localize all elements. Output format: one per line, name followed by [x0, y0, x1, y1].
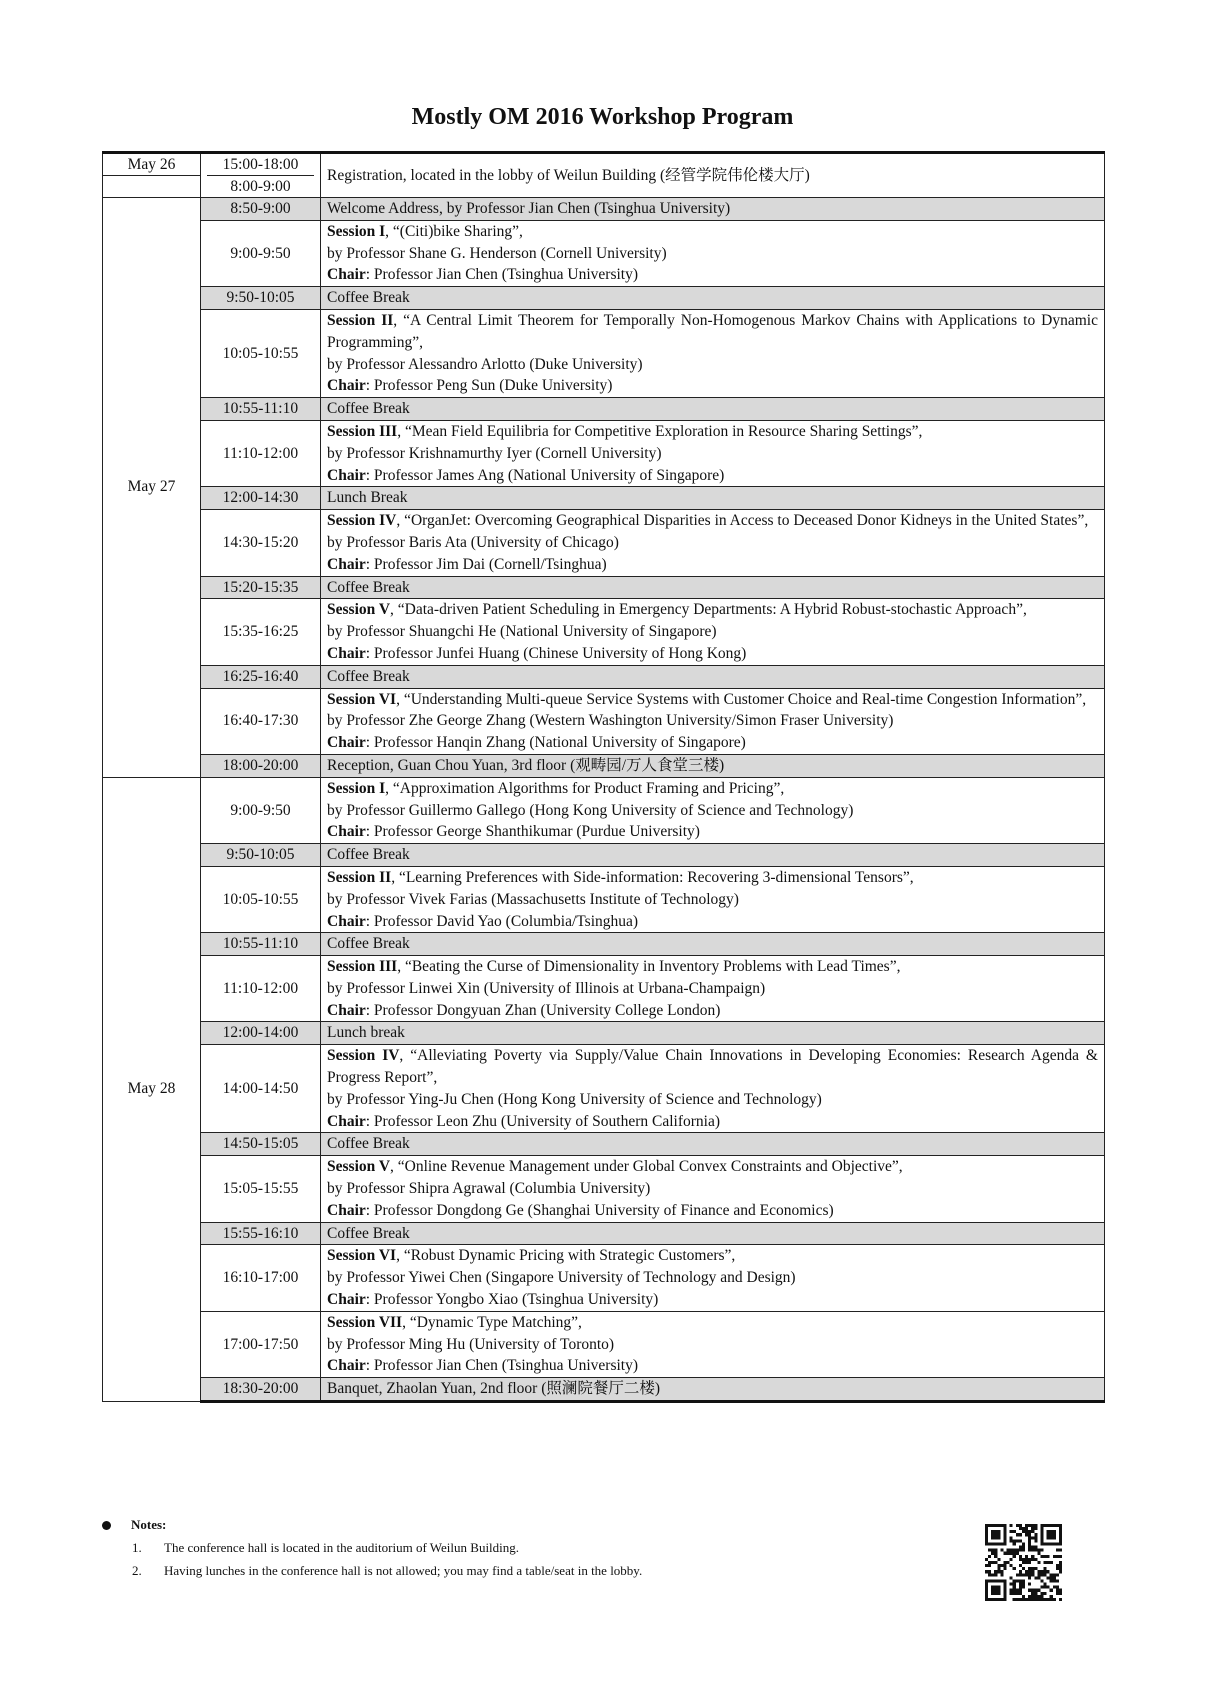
session-title-line: [327, 599, 1098, 621]
session-title: , “Approximation Algorithms for Product Framing and Pricing”,: [385, 779, 785, 797]
speaker: by Professor Linwei Xin (University of Illinois at Urbana-Champaign): [327, 979, 766, 997]
speaker: by Professor Vivek Farias (Massachusetts Institute of Technology): [327, 890, 739, 908]
time-label: 9:00-9:50: [201, 777, 321, 843]
chair-label: Chair: [327, 734, 366, 752]
time-label: 14:00-14:50: [201, 1045, 321, 1133]
note-number: 1.: [132, 1540, 142, 1555]
chair-line: [327, 1111, 1098, 1133]
table-row: [103, 1133, 1105, 1156]
session-label: Session I: [327, 779, 386, 797]
chair-line: [327, 375, 1098, 397]
session-label: Session V: [327, 601, 391, 619]
time-label: 16:25-16:40: [201, 665, 321, 688]
table-row: [103, 398, 1105, 421]
table-row: [103, 1156, 1105, 1222]
session-title-line: [327, 1045, 1098, 1089]
time-label: 15:05-15:55: [201, 1156, 321, 1222]
table-row: [103, 1022, 1105, 1045]
time-label: 11:10-12:00: [201, 420, 321, 486]
table-row: [103, 287, 1105, 310]
session-label: Session VII: [327, 1313, 403, 1331]
time-label: 16:10-17:00: [201, 1245, 321, 1311]
table-row: [103, 956, 1105, 1022]
chair-label: Chair: [327, 555, 366, 573]
time-label: 14:50-15:05: [201, 1133, 321, 1156]
event-text: Coffee Break: [321, 665, 1105, 688]
event-text: Coffee Break: [321, 1222, 1105, 1245]
session-label: Session V: [327, 1158, 391, 1176]
chair-name: : Professor Junfei Huang (Chinese University of Hong Kong): [365, 644, 747, 662]
chair-name: : Professor Hanqin Zhang (National University of Singapore): [365, 734, 746, 752]
session-cell: [321, 1311, 1105, 1377]
session-title: , “A Central Limit Theorem for Temporally Non-Homogenous Markov Chains with Applications to Dynamic Programming”,: [327, 311, 1098, 351]
time-label: 15:00-18:00: [222, 156, 299, 173]
session-title: , “Alleviating Poverty via Supply/Value Chain Innovations in Developing Economies: Research Agenda & Progress Report”,: [327, 1047, 1098, 1087]
table-row: [103, 599, 1105, 665]
chair-name: : Professor James Ang (National University of Singapore): [365, 466, 725, 484]
chair-name: : Professor Dongdong Ge (Shanghai University of Finance and Economics): [365, 1201, 834, 1219]
session-cell: [321, 220, 1105, 286]
table-row: [103, 220, 1105, 286]
table-row: [103, 1045, 1105, 1133]
session-title-line: [327, 1156, 1098, 1178]
time-label: 11:10-12:00: [201, 956, 321, 1022]
speaker: by Professor Shane G. Henderson (Cornell University): [327, 244, 667, 262]
chair-line: [327, 1200, 1098, 1222]
table-row: [103, 688, 1105, 754]
speaker: by Professor Yiwei Chen (Singapore University of Technology and Design): [327, 1269, 796, 1287]
session-label: Session III: [327, 958, 398, 976]
table-row: [103, 510, 1105, 576]
notes-heading-label: Notes:: [131, 1517, 167, 1532]
note-item: [102, 1540, 642, 1556]
session-label: Session VI: [327, 1247, 397, 1265]
time-label: 9:50-10:05: [201, 844, 321, 867]
event-text: Welcome Address, by Professor Jian Chen (Tsinghua University): [321, 198, 1105, 221]
chair-label: Chair: [327, 644, 366, 662]
session-title: , “Understanding Multi-queue Service Systems with Customer Choice and Real-time Congestion Information”,: [396, 690, 1087, 708]
session-cell: [321, 688, 1105, 754]
chair-line: [327, 821, 1098, 843]
time-label: 10:05-10:55: [201, 866, 321, 932]
table-row: [103, 777, 1105, 843]
notes-section: [102, 1517, 642, 1579]
session-label: Session IV: [327, 1047, 400, 1065]
session-cell: [321, 777, 1105, 843]
session-title-line: [327, 310, 1098, 354]
event-text: Coffee Break: [321, 1133, 1105, 1156]
chair-label: Chair: [327, 823, 366, 841]
time-label: 12:00-14:30: [201, 487, 321, 510]
session-cell: [321, 956, 1105, 1022]
time-label: 10:05-10:55: [201, 309, 321, 397]
table-row: [103, 933, 1105, 956]
session-label: Session II: [327, 311, 394, 329]
table-row: [103, 198, 1105, 221]
chair-label: Chair: [327, 1291, 366, 1309]
chair-label: Chair: [327, 266, 366, 284]
chair-name: : Professor Dongyuan Zhan (University College London): [365, 1001, 721, 1019]
day-label: May 27: [103, 198, 201, 778]
chair-line: [327, 643, 1098, 665]
session-title: , “Mean Field Equilibria for Competitive Exploration in Resource Sharing Settings”,: [397, 422, 923, 440]
time-label: 15:55-16:10: [201, 1222, 321, 1245]
chair-name: : Professor Jian Chen (Tsinghua University): [365, 1357, 639, 1375]
program-table: [102, 151, 1105, 1403]
chair-line: [327, 1355, 1098, 1377]
day-label: May 26: [103, 154, 200, 176]
time-label: 18:30-20:00: [201, 1378, 321, 1402]
chair-line: [327, 554, 1098, 576]
session-cell: [321, 420, 1105, 486]
session-label: Session II: [327, 868, 392, 886]
chair-name: : Professor Jian Chen (Tsinghua University): [365, 266, 639, 284]
table-row: [103, 309, 1105, 397]
event-text: Coffee Break: [321, 844, 1105, 867]
session-cell: [321, 1045, 1105, 1133]
session-title: , “Online Revenue Management under Global Convex Constraints and Objective”,: [390, 1158, 903, 1176]
session-label: Session VI: [327, 690, 397, 708]
chair-label: Chair: [327, 1001, 366, 1019]
session-title-line: [327, 1312, 1098, 1334]
speaker: by Professor Ying-Ju Chen (Hong Kong University of Science and Technology): [327, 1090, 822, 1108]
session-title: , “Learning Preferences with Side-information: Recovering 3-dimensional Tensors”,: [391, 868, 914, 886]
session-cell: [321, 866, 1105, 932]
chair-name: : Professor Jim Dai (Cornell/Tsinghua): [365, 555, 607, 573]
chair-label: Chair: [327, 466, 366, 484]
time-label: 17:00-17:50: [201, 1311, 321, 1377]
session-label: Session IV: [327, 512, 397, 530]
note-text: The conference hall is located in the auditorium of Weilun Building.: [164, 1540, 520, 1555]
table-row: [103, 754, 1105, 777]
session-cell: [321, 309, 1105, 397]
table-row: [103, 1222, 1105, 1245]
day-cell: [103, 153, 201, 198]
speaker: by Professor Krishnamurthy Iyer (Cornell University): [327, 444, 662, 462]
session-title: , “Beating the Curse of Dimensionality in Inventory Problems with Lead Times”,: [397, 958, 901, 976]
speaker: by Professor Zhe George Zhang (Western Washington University/Simon Fraser University): [327, 712, 894, 730]
table-row: [103, 665, 1105, 688]
chair-line: [327, 1289, 1098, 1311]
session-cell: [321, 1156, 1105, 1222]
note-text: Having lunches in the conference hall is not allowed; you may find a table/seat in the lobby.: [164, 1563, 643, 1578]
time-label: 8:00-9:00: [207, 175, 314, 197]
chair-name: : Professor George Shanthikumar (Purdue University): [365, 823, 700, 841]
chair-label: Chair: [327, 1201, 366, 1219]
event-text: Banquet, Zhaolan Yuan, 2nd floor (照澜院餐厅二楼): [321, 1378, 1105, 1402]
chair-name: : Professor David Yao (Columbia/Tsinghua): [365, 912, 639, 930]
session-title: , “Robust Dynamic Pricing with Strategic Customers”,: [396, 1247, 736, 1265]
chair-line: [327, 264, 1098, 286]
time-label: 15:20-15:35: [201, 576, 321, 599]
time-label: 10:55-11:10: [201, 398, 321, 421]
session-title: , “OrganJet: Overcoming Geographical Disparities in Access to Deceased Donor Kidneys in the United States”,: [396, 512, 1089, 530]
page-title: Mostly OM 2016 Workshop Program: [411, 104, 794, 130]
event-text: Coffee Break: [321, 933, 1105, 956]
time-label: 8:50-9:00: [201, 198, 321, 221]
time-label: 15:35-16:25: [201, 599, 321, 665]
chair-line: [327, 1000, 1098, 1022]
table-row: [103, 844, 1105, 867]
table-row: [103, 576, 1105, 599]
session-title-line: [327, 956, 1098, 978]
event-text: Coffee Break: [321, 287, 1105, 310]
session-title-line: [327, 221, 1098, 243]
event-text: Coffee Break: [321, 398, 1105, 421]
chair-label: Chair: [327, 1357, 366, 1375]
chair-label: Chair: [327, 377, 366, 395]
chair-label: Chair: [327, 912, 366, 930]
session-title-line: [327, 421, 1098, 443]
chair-name: : Professor Peng Sun (Duke University): [365, 377, 613, 395]
session-title-line: [327, 867, 1098, 889]
speaker: by Professor Shipra Agrawal (Columbia University): [327, 1180, 651, 1198]
notes-heading: [102, 1517, 642, 1533]
chair-label: Chair: [327, 1112, 366, 1130]
session-title-line: [327, 510, 1098, 532]
table-row: [103, 1311, 1105, 1377]
event-text: Reception, Guan Chou Yuan, 3rd floor (观畴园/万人食堂三楼): [321, 754, 1105, 777]
session-title: , “(Citi)bike Sharing”,: [385, 222, 523, 240]
session-cell: [321, 599, 1105, 665]
session-title-line: [327, 1245, 1098, 1267]
session-cell: [321, 510, 1105, 576]
time-label: 14:30-15:20: [201, 510, 321, 576]
speaker: by Professor Ming Hu (University of Toronto): [327, 1335, 615, 1353]
chair-line: [327, 465, 1098, 487]
time-label: 9:50-10:05: [201, 287, 321, 310]
speaker: by Professor Alessandro Arlotto (Duke University): [327, 355, 643, 373]
event-text: Coffee Break: [321, 576, 1105, 599]
event-text: Lunch Break: [321, 487, 1105, 510]
day-label: May 28: [103, 777, 201, 1401]
time-label: 16:40-17:30: [201, 688, 321, 754]
time-cell: [201, 153, 321, 198]
session-title-line: [327, 689, 1098, 711]
session-label: Session I: [327, 222, 386, 240]
chair-line: [327, 911, 1098, 933]
chair-line: [327, 732, 1098, 754]
time-label: 9:00-9:50: [201, 220, 321, 286]
session-title: , “Dynamic Type Matching”,: [402, 1313, 582, 1331]
table-row: [103, 1378, 1105, 1402]
session-cell: [321, 1245, 1105, 1311]
note-number: 2.: [132, 1563, 142, 1578]
table-row: [103, 866, 1105, 932]
speaker: by Professor Baris Ata (University of Chicago): [327, 533, 619, 551]
event-text: Lunch break: [321, 1022, 1105, 1045]
chair-name: : Professor Leon Zhu (University of Southern California): [365, 1112, 721, 1130]
qr-code-icon: [985, 1524, 1062, 1601]
session-title: , “Data-driven Patient Scheduling in Emergency Departments: A Hybrid Robust-stochastic Approach”,: [390, 601, 1027, 619]
time-label: 12:00-14:00: [201, 1022, 321, 1045]
note-item: [102, 1563, 642, 1579]
registration-text: Registration, located in the lobby of Weilun Building (经管学院伟伦楼大厅): [321, 153, 1105, 198]
speaker: by Professor Shuangchi He (National University of Singapore): [327, 623, 717, 641]
session-label: Session III: [327, 422, 398, 440]
session-title-line: [327, 778, 1098, 800]
table-row: [103, 153, 1105, 198]
table-row: [103, 420, 1105, 486]
table-row: [103, 1245, 1105, 1311]
time-label: 18:00-20:00: [201, 754, 321, 777]
time-label: 10:55-11:10: [201, 933, 321, 956]
chair-name: : Professor Yongbo Xiao (Tsinghua University): [365, 1291, 659, 1309]
bullet-icon: [102, 1521, 111, 1530]
speaker: by Professor Guillermo Gallego (Hong Kong University of Science and Technology): [327, 801, 854, 819]
table-row: [103, 487, 1105, 510]
